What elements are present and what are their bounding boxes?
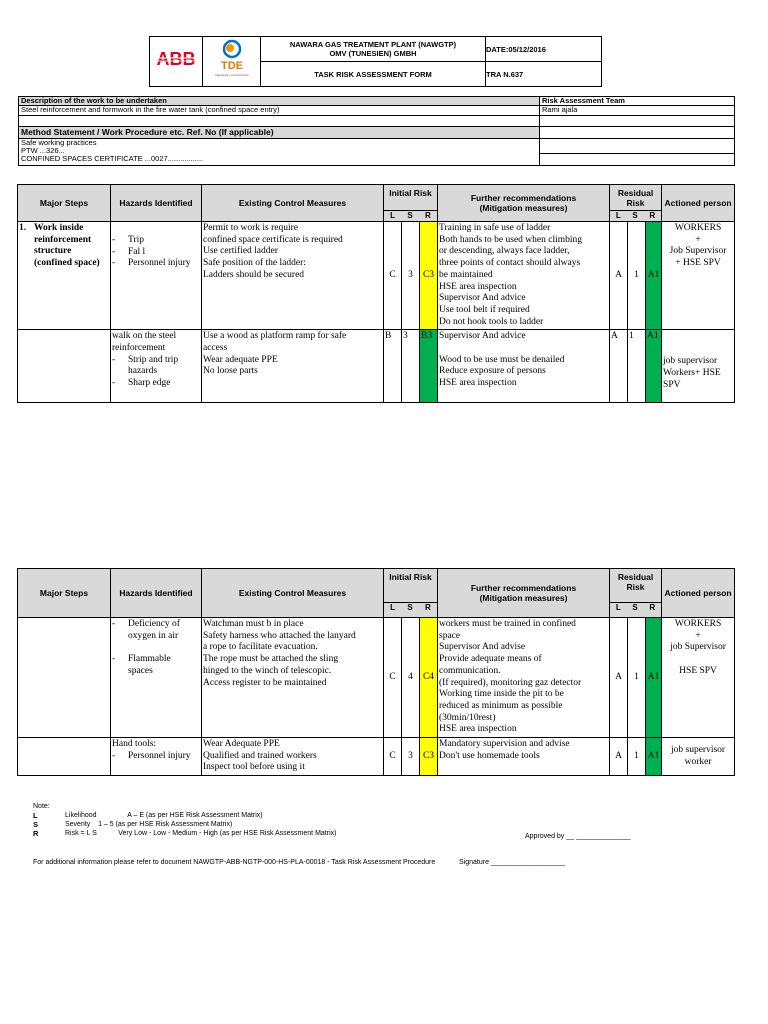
tde-logo-text: TDE [220,60,243,72]
residual-likelihood: A [610,222,628,330]
further-cell: Training in safe use of ladder Both hands to be used when climbing or descending, always face ladder, three points of contact should always be maintained HSE area inspection Supervisor And advice Use tool belt if required Do not hook tools to ladder [438,222,610,330]
residual-likelihood: A [610,618,628,738]
reference-note: For additional information please refer to document NAWGTP-ABB-NGTP-000-HS-PLA-00018 - Task Risk Assessment Procedure [33,859,436,866]
initial-severity: 3 [402,222,420,330]
table-row [18,618,735,738]
col-major-steps: Major Steps [18,569,111,618]
hazards-cell: Hand tools: - Personnel injury [111,738,202,776]
risk-team-member: Rami ajala [540,106,735,116]
initial-risk-rating: C3 [420,738,438,776]
method-statement-text: Safe working practices PTW ...326... CONFINED SPACES CERTIFICATE ...0027................. [19,139,540,166]
risk-team-blank-2 [540,127,735,139]
date-field: DATE:05/12/2016 [486,37,602,62]
col-controls: Existing Control Measures [202,185,384,222]
blank-row [19,116,540,127]
residual-risk-rating: A1 [646,222,662,330]
controls-cell: Wear Adequate PPE Qualified and trained workers Inspect tool before using it [202,738,384,776]
further-cell: Supervisor And advice Wood to be use must be denailed Reduce exposure of persons HSE area inspection [438,330,610,403]
col-residual-risk: Residual Risk L S R [610,569,662,618]
col-hazards: Hazards Identified [111,569,202,618]
residual-severity: 1 [628,222,646,330]
residual-severity: 1 [628,330,646,403]
work-description-text: Steel reinforcement and formwork in the fire water tank (confined space entry) [19,106,540,116]
actioned-cell: job supervisor worker [662,738,735,776]
signature-line: Signature ___________________ [459,859,565,866]
initial-severity: 3 [402,330,420,403]
abb-logo-text: ABB [156,49,196,69]
major-step [18,330,111,403]
tde-logo [207,39,257,79]
residual-severity: 1 [628,738,646,776]
abb-logo-cell [150,37,203,87]
note-likelihood: L Likelihood A – E (as per HSE Risk Assessment Matrix) [33,811,263,820]
work-description-block [18,96,735,166]
col-residual-risk: Residual Risk L S R [610,185,662,222]
note-severity: S Severity 1 – 5 (as per HSE Risk Assessment Matrix) [33,820,233,829]
actioned-cell: WORKERS + job Supervisor HSE SPV [662,618,735,738]
residual-risk-rating: A1 [646,618,662,738]
hazards-cell: walk on the steel reinforcement - Strip and trip hazards - Sharp edge [111,330,202,403]
plant-name: NAWARA GAS TREATMENT PLANT (NAWGTP) OMV (TUNESIEN) GMBH [261,37,486,62]
col-further: Further recommendations (Mitigation measures) [438,185,610,222]
hazards-cell: - Trip - Fal l - Personnel injury [111,222,202,330]
residual-risk-rating: A1 [646,738,662,776]
note-risk: R Risk = L S Very Low - Low - Medium - High (as per HSE Risk Assessment Matrix) [33,829,337,838]
hazards-cell: - Deficiency of oxygen in air - Flammable spaces [111,618,202,738]
further-cell: workers must be trained in confined space Supervisor And advise Provide adequate means of communication. (If required), monitoring gaz detector Working time inside the pit to be reduced as minimum as possible (30min/10rest) HSE area inspection [438,618,610,738]
residual-severity: 1 [628,618,646,738]
initial-severity: 4 [402,618,420,738]
col-hazards: Hazards Identified [111,185,202,222]
initial-likelihood: C [384,618,402,738]
controls-cell: Permit to work is require confined space certificate is required Use certified ladder Safe position of the ladder: Ladders should be secured [202,222,384,330]
notes-legend [33,811,493,838]
col-actioned: Actioned person [662,185,735,222]
table-row [18,222,735,330]
major-step: 1. Work inside reinforcement structure (confined space) [18,222,111,330]
work-description-label: Description of the work to be undertaken [19,97,540,106]
initial-likelihood: C [384,738,402,776]
major-step [18,738,111,776]
method-statement-label: Method Statement / Work Procedure etc. Ref. No (If applicable) [19,127,540,139]
table-row [18,738,735,776]
residual-likelihood: A [610,330,628,403]
col-initial-risk: Initial Risk L S R [384,185,438,222]
initial-severity: 3 [402,738,420,776]
form-title: TASK RISK ASSESSMENT FORM [261,62,486,87]
col-further: Further recommendations (Mitigation measures) [438,569,610,618]
table-row [18,330,735,403]
risk-table-2 [17,568,735,776]
controls-cell: Watchman must b in place Safety harness who attached the lanyard a rope to facilitate evacuation. The rope must be attached the sling hinged to the winch of telescopic. Access register to be maintained [202,618,384,738]
actioned-cell: job supervisor Workers+ HSE SPV [662,330,735,403]
col-controls: Existing Control Measures [202,569,384,618]
risk-team-label: Risk Assessment Team [540,97,735,106]
initial-likelihood: C [384,222,402,330]
col-initial-risk: Initial Risk L S R [384,569,438,618]
residual-likelihood: A [610,738,628,776]
tra-number: TRA N.637 [486,62,602,87]
tde-tagline: Ingenieria y Construcción [214,73,249,77]
approved-by: Approved by __ ______________ [525,833,631,840]
initial-risk-rating: C4 [420,618,438,738]
col-major-steps: Major Steps [18,185,111,222]
initial-risk-rating: C3 [420,222,438,330]
risk-table-1 [17,184,735,403]
actioned-cell: WORKERS + Job Supervisor + HSE SPV [662,222,735,330]
document-header [149,36,602,87]
initial-likelihood: B [384,330,402,403]
further-cell: Mandatory supervision and advise Don't use homemade tools [438,738,610,776]
major-step [18,618,111,738]
tde-logo-cell [203,37,261,87]
col-actioned: Actioned person [662,569,735,618]
controls-cell: Use a wood as platform ramp for safe access Wear adequate PPE No loose parts [202,330,384,403]
residual-risk-rating: A1 [646,330,662,403]
note-title: Note: [33,803,50,810]
risk-team-blank-1 [540,116,735,127]
risk-team-blank-3 [540,139,735,166]
abb-logo [154,49,198,69]
initial-risk-rating: B3 [420,330,438,403]
